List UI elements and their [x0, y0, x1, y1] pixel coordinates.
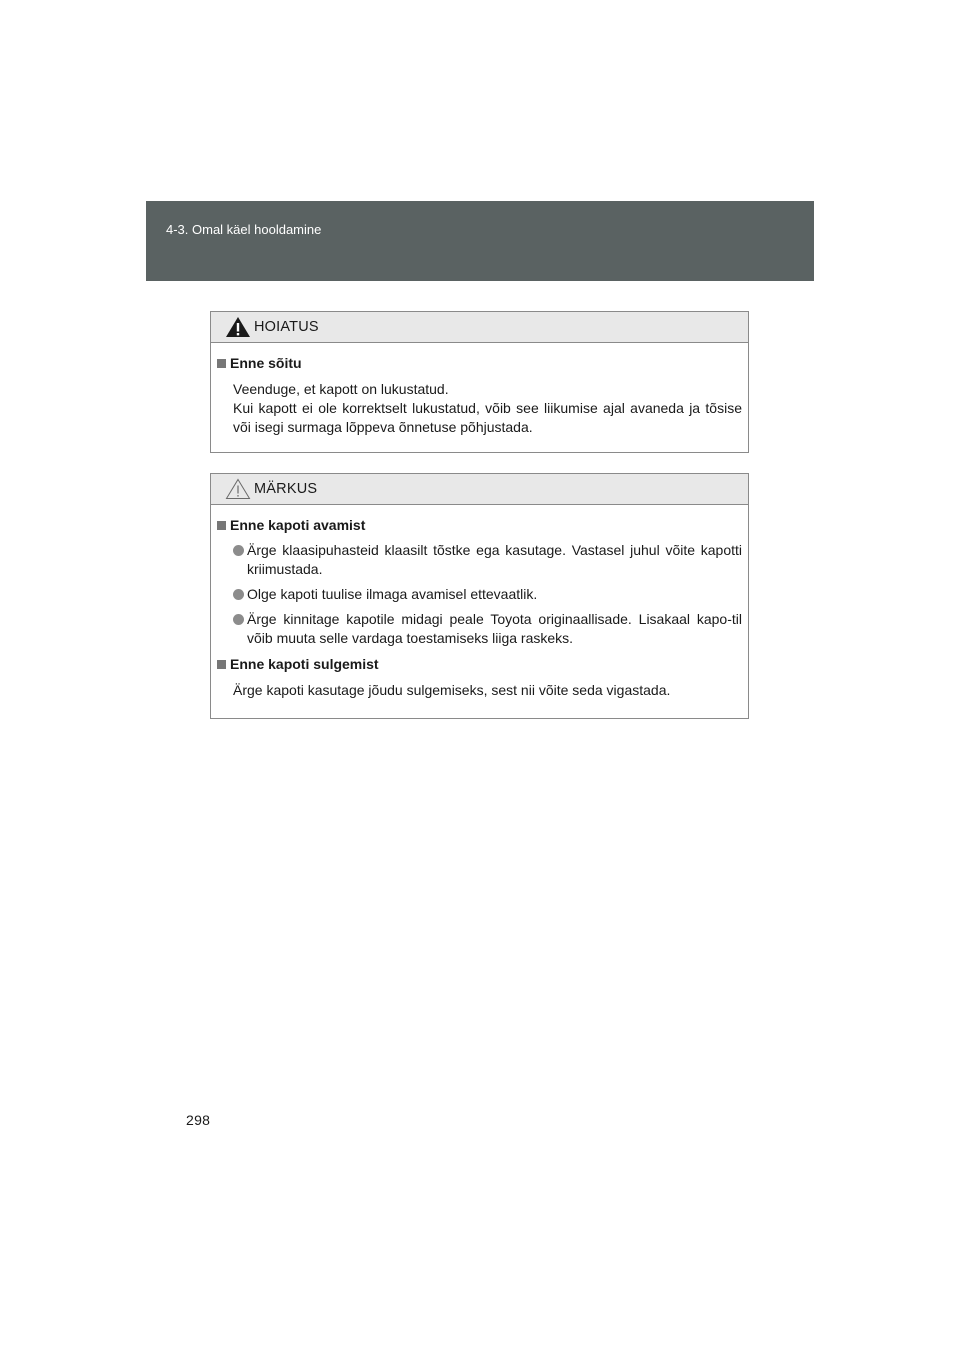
notice-section-heading-text: Enne kapoti sulgemist — [230, 656, 379, 672]
warning-box-header — [211, 312, 748, 343]
list-item-text: Ärge kinnitage kapotile midagi peale Toyota originaallisade. Lisakaal kapo-til võib muuta selle vardaga toestamiseks liiga raskeks. — [247, 611, 742, 646]
notice-box-body — [211, 505, 748, 700]
warning-triangle-filled-icon — [225, 316, 251, 338]
list-item-text: Olge kapoti tuulise ilmaga avamisel ettevaatlik. — [247, 586, 538, 602]
warning-paragraph: Kui kapott ei ole korrektselt lukustatud, võib see liikumise ajal avaneda ja tõsise või isegi surmaga lõppeva õnnetuse põhjustada. — [233, 400, 742, 435]
round-bullet-icon — [233, 545, 244, 556]
round-bullet-icon — [233, 614, 244, 625]
warning-section-heading — [216, 353, 742, 373]
warning-box — [210, 311, 749, 453]
section-header-bar — [146, 201, 814, 281]
notice-section-heading — [216, 515, 742, 535]
square-bullet-icon — [217, 521, 226, 530]
list-item-text: Ärge klaasipuhasteid klaasilt tõstke ega kasutage. Vastasel juhul võite kapotti kriimustada. — [247, 542, 742, 577]
warning-paragraph: Veenduge, et kapott on lukustatud. — [233, 381, 449, 397]
list-item — [216, 541, 742, 579]
warning-box-title: HOIATUS — [254, 319, 319, 335]
notice-box — [210, 473, 749, 719]
section-title: 4-3. Omal käel hooldamine — [166, 222, 322, 237]
notice-paragraph: Ärge kapoti kasutage jõudu sulgemiseks, sest nii võite seda vigastada. — [233, 682, 671, 698]
warning-box-body — [211, 343, 748, 437]
square-bullet-icon — [217, 660, 226, 669]
notice-section-heading-text: Enne kapoti avamist — [230, 517, 366, 533]
notice-section-heading — [216, 654, 742, 674]
notice-triangle-outline-icon — [225, 478, 251, 500]
round-bullet-icon — [233, 589, 244, 600]
notice-box-header — [211, 474, 748, 505]
list-item — [216, 610, 742, 648]
page-number: 298 — [186, 1112, 211, 1128]
notice-box-title: MÄRKUS — [254, 481, 318, 497]
warning-section-heading-text: Enne sõitu — [230, 355, 302, 371]
list-item — [216, 585, 742, 604]
square-bullet-icon — [217, 359, 226, 368]
